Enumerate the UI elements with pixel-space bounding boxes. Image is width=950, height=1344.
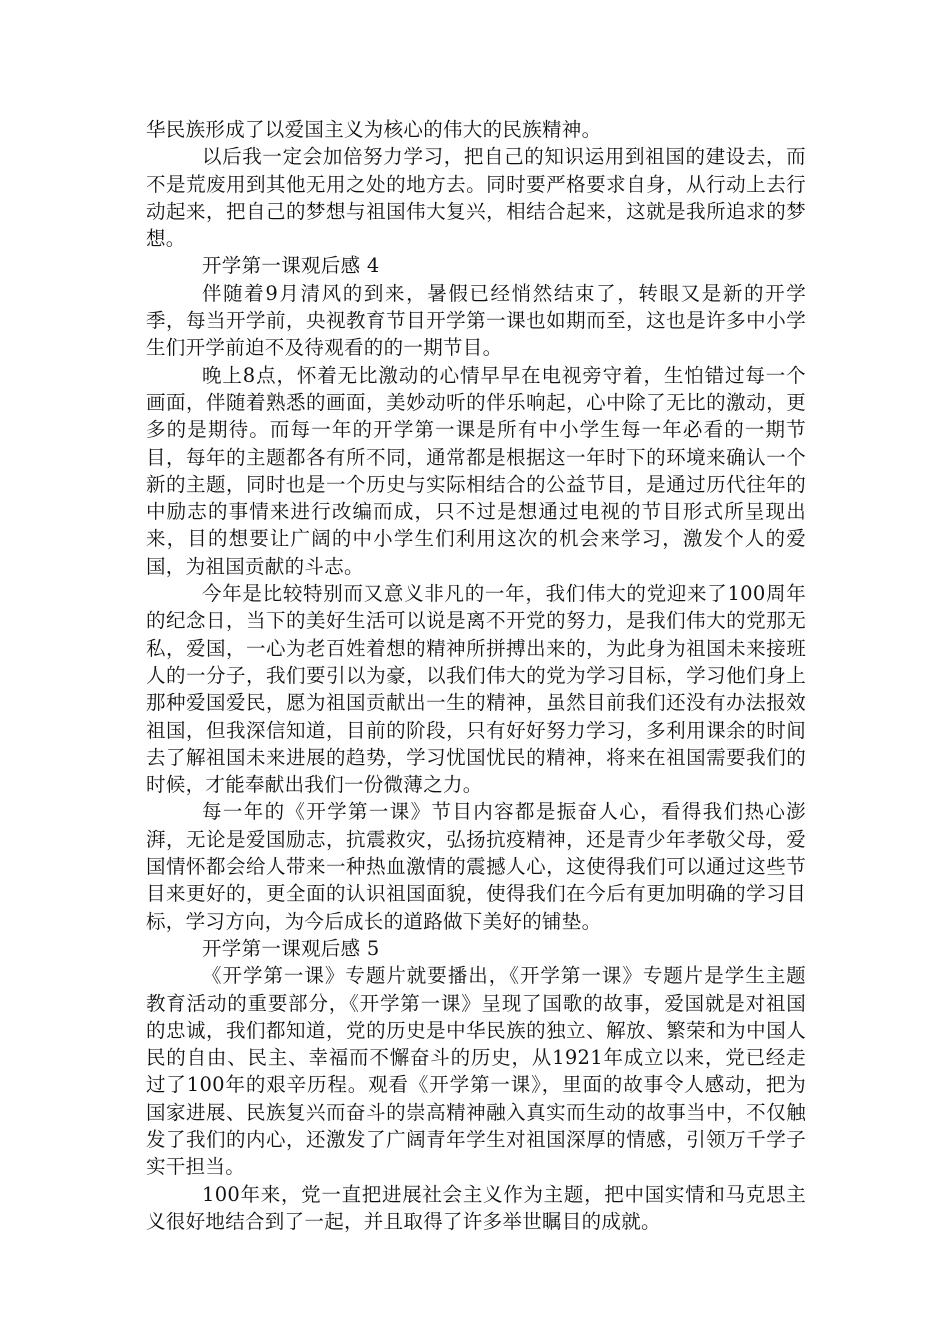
paragraph-continuation: 华民族形成了以爱国主义为核心的伟大的民族精神。	[146, 118, 602, 141]
paragraph: 100年来，党一直把进展社会主义作为主题，把中国实情和马克思主义很好地结合到了一起，并且取得了许多举世瞩目的成就。	[146, 1182, 806, 1233]
paragraph: 今年是比较特别而又意义非凡的一年，我们伟大的党迎来了100周年的纪念日，当下的美好生活可以说是离不开党的努力，是我们伟大的党那无私，爱国，一心为老百姓着想的精神所拼搏出来的，为此身为祖国未来接班人的一分子，我们要引以为豪，以我们伟大的党为学习目标，学习他们身上那种爱国爱民，愿为祖国贡献出一生的精神，虽然目前我们还没有办法报效祖国，但我深信知道，目前的阶段，只有好好努力学习，多利用课余的时间去了解祖国未来进展的趋势，学习忧国忧民的精神，将来在祖国需要我们的时候，才能奉献出我们一份微薄之力。	[146, 582, 806, 797]
section-heading: 开学第一课观后感 4	[202, 254, 380, 278]
paragraph: 每一年的《开学第一课》节目内容都是振奋人心，看得我们热心澎湃，无论是爱国励志，抗震救灾，弘扬抗疫精神，还是青少年孝敬父母，爱国情怀都会给人带来一种热血激情的震撼人心，这使得我们可以通过这些节目来更好的，更全面的认识祖国面貌，使得我们在今后有更加明确的学习目标，学习方向，为今后成长的道路做下美好的铺垫。	[146, 800, 806, 933]
paragraph: 晚上8点，怀着无比激动的心情早早在电视旁守着，生怕错过每一个画面，伴随着熟悉的画面，美妙动听的伴乐响起，心中除了无比的激动，更多的是期待。而每一年的开学第一课是所有中小学生每一年必看的一期节目，每年的主题都各有所不同，通常都是根据这一年时下的环境来确认一个新的主题，同时也是一个历史与实际相结合的公益节目，是通过历代往年的中励志的事情来进行改编而成，只不过是想通过电视的节目形式所呈现出来，目的想要让广阔的中小学生们利用这次的机会来学习，激发个人的爱国，为祖国贡献的斗志。	[146, 363, 806, 578]
paragraph: 《开学第一课》专题片就要播出，《开学第一课》专题片是学生主题教育活动的重要部分，《开学第一课》呈现了国歌的故事，爱国就是对祖国的忠诚，我们都知道，党的历史是中华民族的独立、解放、繁荣和为中国人民的自由、民主、幸福而不懈奋斗的历史，从1921年成立以来，党已经走过了100年的艰辛历程。观看《开学第一课》，里面的故事令人感动，把为国家进展、民族复兴而奋斗的崇高精神融入真实而生动的故事当中，不仅触发了我们的内心，还激发了广阔青年学生对祖国深厚的情感，引领万千学子实干担当。	[146, 964, 806, 1179]
section-heading: 开学第一课观后感 5	[202, 936, 380, 960]
document-body	[146, 116, 806, 1235]
paragraph: 伴随着9月清风的到来，暑假已经悄然结束了，转眼又是新的开学季，每当开学前，央视教育节目开学第一课也如期而至，这也是许多中小学生们开学前迫不及待观看的的一期节目。	[146, 281, 806, 360]
paragraph: 以后我一定会加倍努力学习，把自己的知识运用到祖国的建设去，而不是荒废用到其他无用之处的地方去。同时要严格要求自身，从行动上去行动起来，把自己的梦想与祖国伟大复兴，相结合起来，这就是我所追求的梦想。	[146, 145, 806, 251]
